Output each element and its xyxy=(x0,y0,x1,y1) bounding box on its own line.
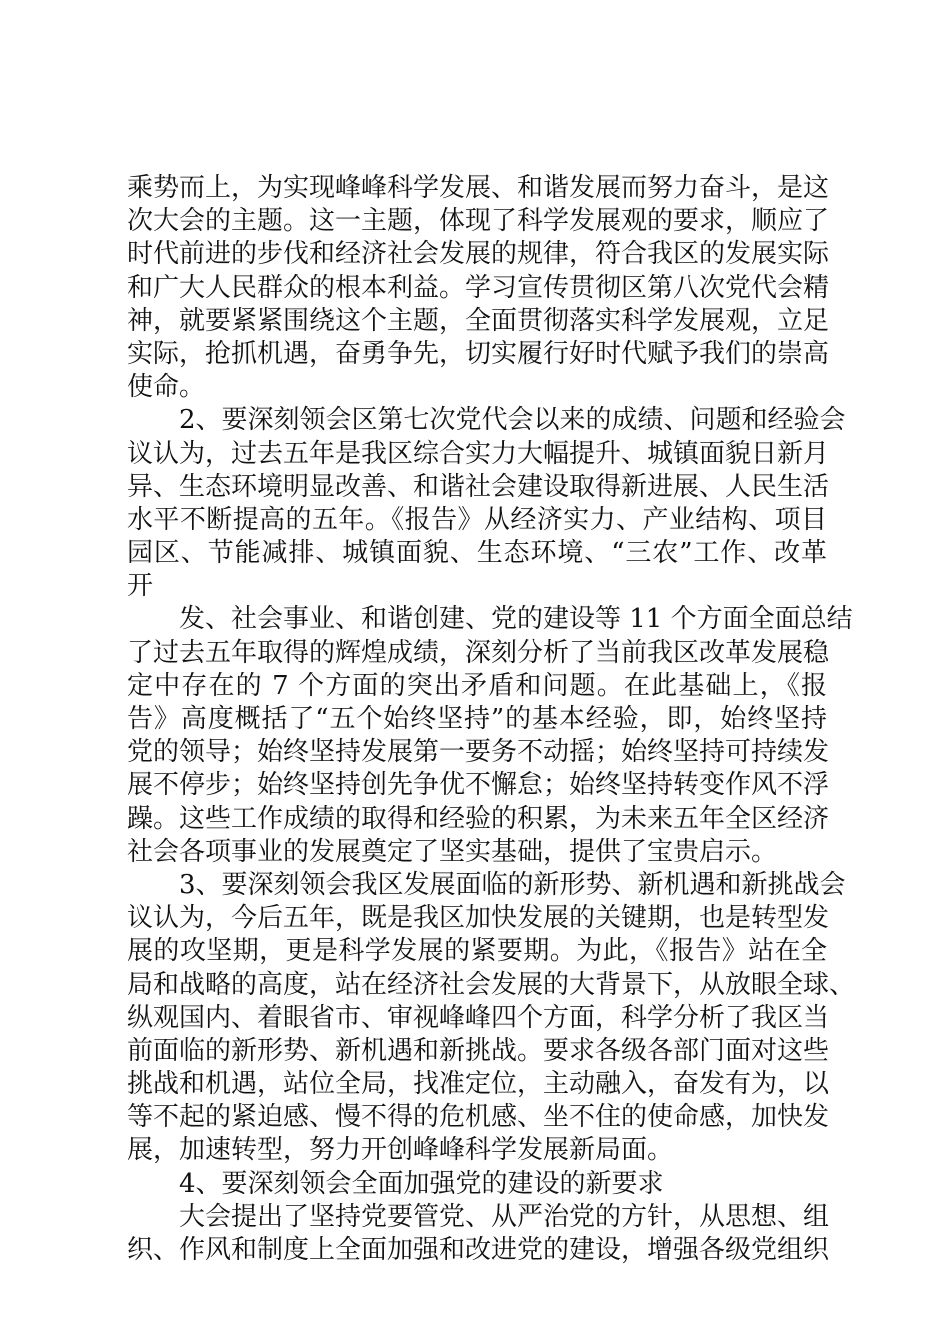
text-line: 大会提出了坚持党要管党、从严治党的方针，从思想、组 xyxy=(179,1201,830,1232)
text-line: 展的攻坚期，更是科学发展的紧要期。为此，《报告》站在全 xyxy=(127,936,827,967)
text-line: 和广大人民群众的根本利益。学习宣传贯彻区第八次党代会精 xyxy=(127,272,830,303)
text-line: 使命。 xyxy=(127,372,206,403)
text-line: 告》高度概括了“五个始终坚持”的基本经验，即，始终坚持 xyxy=(127,704,827,734)
paragraph-heading: 2、要深刻领会区第七次党代会以来的成绩、问题和经验会 xyxy=(179,405,846,436)
text-line: 异、生态环境明显改善、和谐社会建设取得新进展、人民生活 xyxy=(127,471,830,502)
paragraph-heading: 4、要深刻领会全面加强党的建设的新要求 xyxy=(179,1168,664,1199)
document-body xyxy=(127,172,856,1267)
text-line: 躁。这些工作成绩的取得和经验的积累，为未来五年全区经济 xyxy=(127,803,830,834)
text-line: 党的领导；始终坚持发展第一要务不动摇；始终坚持可持续发 xyxy=(127,737,830,768)
text-line: 开 xyxy=(127,571,154,602)
text-line: 了过去五年取得的辉煌成绩，深刻分析了当前我区改革发展稳 xyxy=(127,637,830,668)
text-line: 展不停步；始终坚持创先争优不懈怠；始终坚持转变作风不浮 xyxy=(127,770,830,801)
text-line: 发、社会事业、和谐创建、党的建设等 11 个方面全面总结 xyxy=(179,604,853,635)
text-line: 展，加速转型，努力开创峰峰科学发展新局面。 xyxy=(127,1135,674,1166)
paragraph-heading: 3、要深刻领会我区发展面临的新形势、新机遇和新挑战会 xyxy=(179,869,846,900)
text-line: 园区、节能减排、城镇面貌、生态环境、“三农”工作、改革 xyxy=(127,538,827,569)
text-line: 次大会的主题。这一主题，体现了科学发展观的要求，顺应了 xyxy=(127,206,830,237)
text-line: 实际，抢抓机遇，奋勇争先，切实履行好时代赋予我们的崇高 xyxy=(127,338,830,369)
text-line: 议认为，过去五年是我区综合实力大幅提升、城镇面貌日新月 xyxy=(127,438,830,469)
text-line: 前面临的新形势、新机遇和新挑战。要求各级各部门面对这些 xyxy=(127,1035,830,1066)
text-line: 乘势而上，为实现峰峰科学发展、和谐发展而努力奋斗，是这 xyxy=(127,173,830,203)
text-line: 时代前进的步伐和经济社会发展的规律，符合我区的发展实际 xyxy=(127,239,830,270)
text-line: 水平不断提高的五年。《报告》从经济实力、产业结构、项目 xyxy=(127,504,827,535)
text-line: 议认为，今后五年，既是我区加快发展的关键期，也是转型发 xyxy=(127,903,830,934)
text-line: 社会各项事业的发展奠定了坚实基础，提供了宝贵启示。 xyxy=(127,836,778,867)
text-line: 定中存在的 7 个方面的突出矛盾和问题。在此基础上，《报 xyxy=(127,670,827,701)
text-line: 织、作风和制度上全面加强和改进党的建设，增强各级党组织 xyxy=(127,1235,830,1265)
text-line: 等不起的紧迫感、慢不得的危机感、坐不住的使命感，加快发 xyxy=(127,1102,830,1133)
text-line: 神，就要紧紧围绕这个主题，全面贯彻落实科学发展观，立足 xyxy=(127,305,830,336)
text-line: 纵观国内、着眼省市、审视峰峰四个方面，科学分析了我区当 xyxy=(127,1002,830,1033)
text-line: 挑战和机遇，站位全局，找准定位，主动融入，奋发有为，以 xyxy=(127,1069,830,1100)
text-line: 局和战略的高度，站在经济社会发展的大背景下，从放眼全球、 xyxy=(127,969,856,1000)
